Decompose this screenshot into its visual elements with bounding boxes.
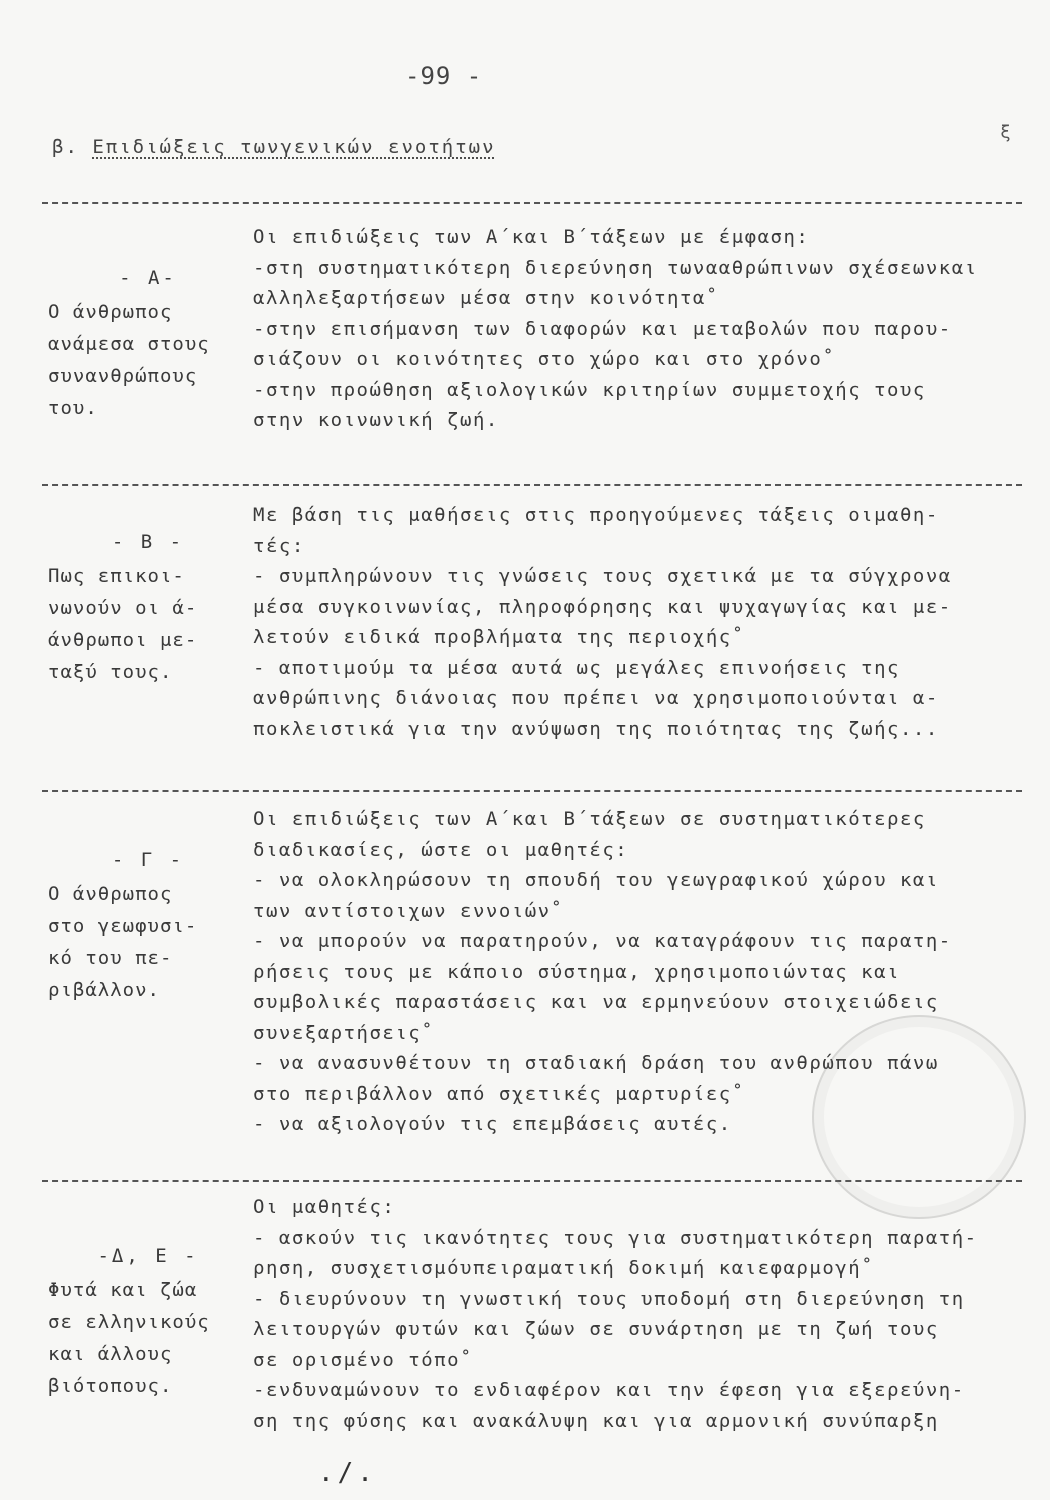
block-de-title-line: και άλλους	[48, 1343, 173, 1365]
text-line: στην κοινωνική ζωή.	[253, 409, 499, 431]
text-line: συμβολικές παραστάσεις και να ερμηνεύουν στοιχειώδεις	[253, 991, 939, 1013]
divider	[42, 484, 1022, 486]
text-line: - να ανασυνθέτουν τη σταδιακή δράση του ανθρώπου πάνω	[253, 1052, 939, 1074]
block-de-title-line: Φυτά και ζώα	[48, 1279, 198, 1301]
text-line: - να ολοκληρώσουν τη σπουδή του γεωγραφικού χώρου και	[253, 869, 939, 891]
page-continuation-mark: ./.	[318, 1458, 377, 1488]
block-a-left	[48, 262, 248, 424]
text-line: ρήσεις τους με κάποιο σύστημα, χρησιμοποιώντας και	[253, 960, 900, 983]
text-line: των αντίστοιχων εννοιών˚	[253, 899, 564, 922]
block-b-title-line: άνθρωποι με-	[48, 629, 198, 651]
text-line: Με βάση τις μαθήσεις στις προηγούμενες τάξεις οιμαθη-	[253, 504, 939, 526]
text-line: στο περιβάλλον από σχετικές μαρτυρίες˚	[253, 1082, 745, 1105]
divider	[42, 790, 1022, 792]
block-c-title-line: Ο άνθρωπος	[48, 883, 173, 905]
text-line: Οι επιδιώξεις των Α΄και Β΄τάξεων σε συστηματικότερες	[253, 808, 926, 830]
block-b-left	[48, 526, 248, 688]
text-line: λετούν ειδικά προβλήματα της περιοχής˚	[253, 626, 745, 648]
text-line: αλληλεξαρτήσεων μέσα στην κοινότητα˚	[253, 287, 719, 309]
section-heading: Επιδιώξεις τωνγενικών ενοτήτων	[92, 136, 496, 158]
block-c-title-line: ριβάλλον.	[48, 979, 160, 1001]
block-b-title-line: νωνούν οι ά-	[48, 597, 198, 619]
text-line: σιάζουν οι κοινότητες στο χώρο και στο χρόνο˚	[253, 348, 836, 370]
text-line: - να αξιολογούν τις επεμβάσεις αυτές.	[253, 1113, 732, 1135]
text-line: -ενδυναμώνουν το ενδιαφέρον και την έφεση για εξερεύνη-	[253, 1379, 965, 1401]
text-line: Οι μαθητές:	[253, 1196, 396, 1218]
text-line: -στην προώθηση αξιολογικών κριτηρίων συμμετοχής τους	[253, 378, 926, 401]
block-de-label: -Δ, Ε -	[97, 1245, 199, 1267]
text-line: τές:	[253, 534, 305, 557]
block-a-title-line: του.	[48, 397, 98, 419]
block-a-title-line: συνανθρώπους	[48, 365, 198, 387]
block-a-label: - Α-	[119, 267, 177, 289]
text-line: ρηση, συσχετισμόυπειραματική δοκιμή καιεφαρμογή˚	[253, 1257, 875, 1279]
text-line: Οι επιδιώξεις των Α΄και Β΄τάξεων με έμφαση:	[253, 226, 810, 248]
text-line: ποκλειστικά για την ανύψωση της ποιότητας της ζωής...	[253, 717, 939, 740]
block-c-title-line: στο γεωφυσι-	[48, 915, 198, 937]
block-c-left	[48, 844, 248, 1006]
text-line: -στη συστηματικότερη διερεύνηση τωνααθρώπινων σχέσεωνκαι	[253, 256, 978, 279]
text-line: ανθρώπινης διάνοιας που πρέπει να χρησιμοποιούνται α-	[253, 687, 939, 709]
text-line: ση της φύσης και ανακάλυψη και για αρμονική συνύπαρξη	[253, 1409, 939, 1432]
text-line: - ασκούν τις ικανότητες τους για συστηματικότερη παρατή-	[253, 1226, 978, 1249]
block-a-title-line: ανάμεσα στους	[48, 333, 210, 355]
block-b-title-line: Πως επικοι-	[48, 565, 185, 587]
block-de-left	[48, 1240, 248, 1402]
edge-mark: ξ	[1000, 122, 1011, 143]
block-b-title-line: ταξύ τους.	[48, 661, 173, 683]
text-line: σε ορισμένο τόπο˚	[253, 1348, 473, 1371]
block-de-text	[253, 1192, 1025, 1436]
block-b-text	[253, 500, 1025, 744]
section-title	[52, 136, 496, 158]
text-line: λειτουργών φυτών και ζώων σε συνάρτηση με τη ζωή τους	[253, 1318, 939, 1340]
faded-stamp-icon	[812, 1015, 1026, 1219]
block-c-label: - Γ -	[111, 849, 185, 871]
block-b-label: - Β -	[111, 531, 185, 553]
page-number: -99 -	[405, 62, 483, 90]
text-line: συνεξαρτήσεις˚	[253, 1021, 435, 1044]
text-line: - συμπληρώνουν τις γνώσεις τους σχετικά με τα σύγχρονα	[253, 565, 952, 587]
block-a-title-line: Ο άνθρωπος	[48, 301, 173, 323]
text-line: - διευρύνουν τη γνωστική τους υποδομή στη διερεύνηση τη	[253, 1287, 965, 1310]
text-line: -στην επισήμανση των διαφορών και μεταβολών που παρου-	[253, 317, 952, 340]
text-line: διαδικασίες, ώστε οι μαθητές:	[253, 838, 629, 861]
block-de-title-line: βιότοπους.	[48, 1375, 173, 1397]
text-line: - αποτιμούμ τα μέσα αυτά ως μεγάλες επινοήσεις της	[253, 656, 900, 679]
block-c-title-line: κό του πε-	[48, 947, 173, 969]
block-a-text	[253, 222, 1025, 436]
section-prefix: β.	[52, 136, 79, 158]
block-de-title-line: σε ελληνικούς	[48, 1311, 210, 1333]
text-line: - να μπορούν να παρατηρούν, να καταγράφουν τις παρατη-	[253, 930, 952, 952]
text-line: μέσα συγκοινωνίας, πληροφόρησης και ψυχαγωγίας και με-	[253, 595, 952, 618]
divider	[42, 202, 1022, 204]
